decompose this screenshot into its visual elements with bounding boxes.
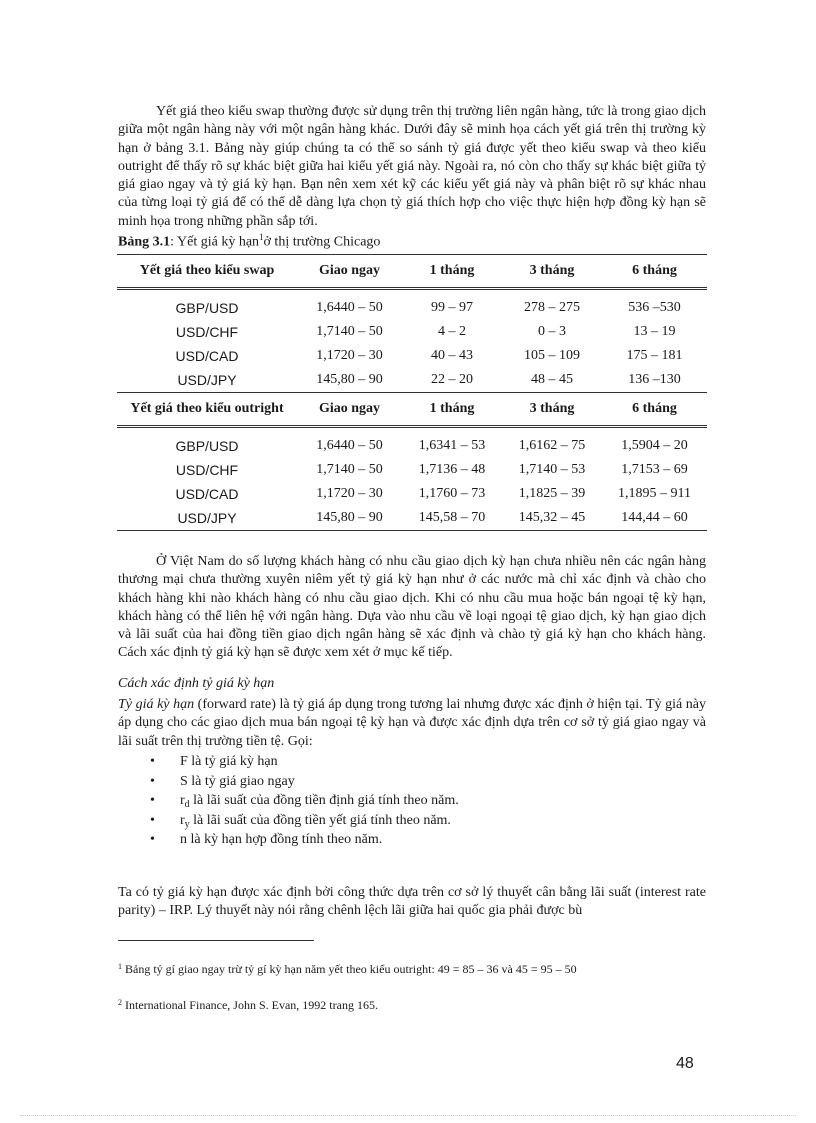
variable-description: là tỷ giá kỳ hạn — [187, 754, 278, 769]
variable-list-item — [150, 752, 459, 772]
outright_table-header-cell: 1 tháng — [402, 393, 502, 427]
swap_table-rate-cell: 136 –130 — [602, 368, 707, 393]
swap_table-rate-cell: 175 – 181 — [626, 348, 683, 363]
swap_table-rate-cell: 48 – 45 — [502, 368, 602, 393]
footnote-1-mark: 1 — [118, 962, 122, 971]
swap_table-row — [117, 296, 707, 320]
footnote-2-mark: 2 — [118, 998, 122, 1007]
definition-term: Tỷ giá kỳ hạn — [118, 697, 195, 712]
outright_table-row — [117, 434, 707, 458]
outright_table-currency-pair: USD/CAD — [175, 486, 239, 502]
swap_table-header-cell: Yết giá theo kiểu swap — [117, 255, 297, 289]
variable-description: là tỷ giá giao ngay — [187, 773, 295, 789]
variable-list — [150, 752, 459, 850]
outright_table-rate-cell: 145,80 – 90 — [297, 506, 402, 531]
swap_table-rate-cell: 22 – 20 — [402, 368, 502, 393]
outright_table-spacer-cell — [117, 427, 707, 435]
bullet-icon: • — [150, 812, 155, 828]
swap_table-spacer-row — [117, 289, 707, 297]
footnote-2 — [118, 998, 378, 1013]
variable-symbol: r — [180, 812, 185, 828]
swap_table-header-cell: Giao ngay — [297, 255, 402, 289]
swap_table-rate-cell: 1,6440 – 50 — [316, 300, 383, 315]
swap_table-row — [117, 320, 707, 344]
variable-list-item — [150, 772, 459, 792]
table-caption-text: : Yết giá kỳ hạn — [170, 234, 260, 250]
outright_table-rate-cell: 1,1825 – 39 — [518, 486, 586, 501]
outright_table-rate-cell: 145,58 – 70 — [402, 506, 502, 531]
outright_table-currency-pair: GBP/USD — [175, 438, 239, 454]
variable-symbol: r — [180, 793, 185, 808]
swap_table-rate-cell: 145,80 – 90 — [297, 368, 402, 393]
outright_table-rate-cell: 1,1895 – 911 — [618, 486, 691, 501]
outright_table-header-cell: 3 tháng — [502, 393, 602, 427]
outright_table-rate-cell: 1,6440 – 50 — [316, 438, 383, 453]
bullet-icon: • — [150, 793, 155, 808]
outright_table-rate-cell: 1,1760 – 73 — [418, 486, 486, 501]
definition-text: (forward rate) là tỷ giá áp dụng trong tương lai nhưng được xác định ở hiện tại. Tỷ giá này áp dụng cho các giao dịch mua bán ngoại tệ kỳ hạn và được xác định dựa trên cơ sở tỷ giá giao ngay và lãi suất trên thị trường tiền tệ. Gọi: — [118, 697, 706, 749]
swap_table-rate-cell: 0 – 3 — [538, 324, 566, 339]
section-heading: Cách xác định tỷ giá kỳ hạn — [118, 676, 275, 691]
outright_table-header-cell: Giao ngay — [297, 393, 402, 427]
variable-subscript: d — [184, 799, 190, 810]
swap_table-currency-pair: GBP/USD — [175, 300, 239, 316]
swap_table-currency-pair: USD/JPY — [117, 368, 297, 393]
variable-description: là lãi suất của đồng tiền định giá tính theo năm. — [189, 793, 459, 808]
outright_table-spacer-row — [117, 427, 707, 435]
outright_table-header-cell: Yết giá theo kiểu outright — [117, 393, 297, 427]
variable-symbol: F — [180, 754, 188, 769]
bullet-icon: • — [150, 773, 155, 789]
variable-subscript: y — [184, 818, 190, 830]
footnote-2-text: International Finance, John S. Evan, 1992 trang 165. — [122, 998, 378, 1012]
variable-description: là kỳ hạn hợp đồng tính theo năm. — [187, 832, 383, 847]
variable-description: là lãi suất của đồng tiền yết giá tính theo năm. — [189, 812, 451, 828]
outright_table-rate-cell: 1,7153 – 69 — [621, 462, 688, 477]
exchange-rate-table — [117, 254, 707, 531]
footnote-1 — [118, 962, 577, 977]
footnote-separator — [118, 940, 314, 941]
outright_table-row — [117, 482, 707, 506]
page-bottom-border — [20, 1115, 796, 1116]
page-number: 48 — [676, 1055, 694, 1072]
swap_table-rate-cell: 536 –530 — [628, 300, 681, 315]
outright_table-rate-cell: 1,7136 – 48 — [418, 462, 486, 477]
swap_table-rate-cell: 1,7140 – 50 — [316, 324, 383, 339]
swap_table-row — [117, 344, 707, 368]
table-caption-footnote-mark: 1 — [259, 232, 264, 242]
outright_table-header-cell: 6 tháng — [602, 393, 707, 427]
swap_table-header-cell: 1 tháng — [402, 255, 502, 289]
exchange-rate-table-body — [117, 255, 707, 531]
swap_table-header-row — [117, 255, 707, 289]
outright_table-row — [117, 458, 707, 482]
bullet-icon: • — [150, 832, 155, 847]
outright_table-rate-cell: 144,44 – 60 — [602, 506, 707, 531]
outright_table-row — [117, 506, 707, 531]
outright_table-rate-cell: 145,32 – 45 — [502, 506, 602, 531]
variable-list-item — [150, 830, 459, 850]
outright_table-rate-cell: 1,7140 – 50 — [316, 462, 383, 477]
swap_table-rate-cell: 13 – 19 — [633, 324, 676, 339]
table-caption — [118, 232, 380, 251]
table-caption-text-after: ở thị trường Chicago — [263, 234, 381, 250]
variable-symbol: S — [180, 773, 188, 789]
swap_table-rate-cell: 4 – 2 — [438, 324, 466, 339]
swap_table-rate-cell: 1,1720 – 30 — [316, 348, 383, 363]
outright_table-rate-cell: 1,7140 – 53 — [518, 462, 586, 477]
outright_table-rate-cell: 1,6162 – 75 — [518, 438, 586, 453]
outright_table-header-row — [117, 393, 707, 427]
swap_table-rate-cell: 105 – 109 — [524, 348, 580, 363]
variable-symbol: n — [180, 832, 187, 847]
variable-list-item — [150, 791, 459, 811]
irp-paragraph: Ta có tỷ giá kỳ hạn được xác định bởi công thức dựa trên cơ sở lý thuyết cân bằng lãi suất (interest rate parity) – IRP. Lý thuyết này nói rằng chênh lệch lãi giữa hai quốc gia phải được bù — [118, 885, 706, 919]
vietnam-paragraph: Ở Việt Nam do số lượng khách hàng có nhu cầu giao dịch kỳ hạn chưa nhiều nên các ngân hàng thương mại chưa thường xuyên niêm yết tỷ giá kỳ hạn như ở các nước mà chỉ xác định và chào cho khách hàng khi nào khách hàng có nhu cầu giao dịch. Khi có nhu cầu mua hoặc bán ngoại tệ kỳ hạn, khách hàng có thể liên hệ với ngân hàng. Dựa vào nhu cầu về loại ngoại tệ giao dịch, kỳ hạn giao dịch và lãi suất của hai đồng tiền giao dịch ngân hàng sẽ xác định và chào tỷ giá kỳ hạn cho khách hàng. Cách xác định tỷ giá kỳ hạn sẽ được xem xét ở mục kế tiếp. — [118, 554, 706, 661]
outright_table-rate-cell: 1,6341 – 53 — [418, 438, 486, 453]
variable-list-item — [150, 811, 459, 831]
table-caption-label: Bảng 3.1 — [118, 234, 171, 250]
outright_table-rate-cell: 1,1720 – 30 — [316, 486, 383, 501]
outright_table-rate-cell: 1,5904 – 20 — [621, 438, 688, 453]
swap_table-rate-cell: 40 – 43 — [431, 348, 473, 363]
footnote-1-text: Bảng tỷ gí giao ngay trừ tỷ gí kỳ hạn năm yết theo kiểu outright: 49 = 85 – 36 và 45 = 95 – 50 — [122, 962, 577, 976]
swap_table-spacer-cell — [117, 289, 707, 297]
definition-paragraph — [118, 696, 706, 751]
swap_table-rate-cell: 99 – 97 — [431, 300, 473, 315]
outright_table-currency-pair: USD/JPY — [117, 506, 297, 531]
swap_table-row — [117, 368, 707, 393]
bullet-icon: • — [150, 754, 155, 769]
swap_table-currency-pair: USD/CHF — [175, 324, 239, 340]
swap_table-currency-pair: USD/CAD — [175, 348, 239, 364]
intro-paragraph: Yết giá theo kiểu swap thường được sử dụng trên thị trường liên ngân hàng, tức là trong giao dịch giữa một ngân hàng này với một ngân hàng khác. Dưới đây sẽ minh họa cách yết giá trên thị trường kỳ hạn ở bảng 3.1. Bảng này giúp chúng ta có thể so sánh tỷ giá được yết theo kiểu swap và theo kiểu outright để thấy rõ sự khác biệt giữa hai kiểu yết giá này. Ngoài ra, nó còn cho thấy sự khác biệt giữa tỷ giá giao ngay và tỷ giá kỳ hạn. Bạn nên xem xét kỹ các kiểu yết giá này và phân biệt rõ sự khác nhau của từng loại tỷ giá để có thể dễ dàng lựa chọn tỷ giá thích hợp cho việc thực hiện hợp đồng kỳ hạn sẽ minh họa trong những phần sắp tới. — [118, 104, 706, 229]
swap_table-rate-cell: 278 – 275 — [524, 300, 580, 315]
outright_table-currency-pair: USD/CHF — [175, 462, 239, 478]
swap_table-header-cell: 6 tháng — [602, 255, 707, 289]
swap_table-header-cell: 3 tháng — [502, 255, 602, 289]
